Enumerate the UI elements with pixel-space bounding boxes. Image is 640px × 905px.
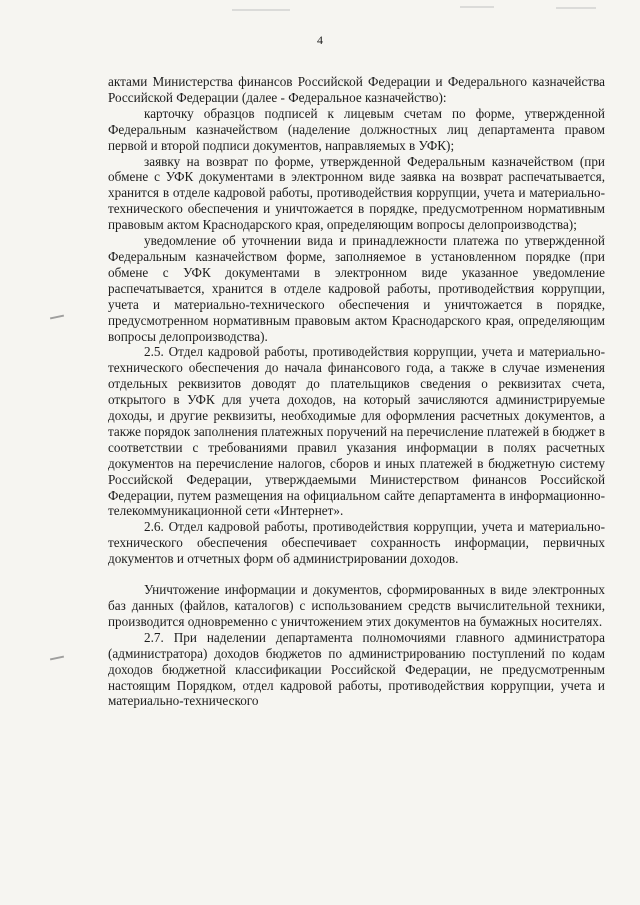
paragraph-destruction: Уничтожение информации и документов, сформированных в виде электронных баз данных (файлов, каталогов) с использованием средств вычислительной техники, производится одновременно с уничтожением этих документов на бумажных носителях. [108, 582, 605, 629]
paragraph-2-6: 2.6. Отдел кадровой работы, противодействия коррупции, учета и материально-технического обеспечения обеспечивает сохранность информации, первичных документов и отчетных форм об администрировании доходов. [108, 519, 605, 567]
document-body [108, 74, 605, 709]
scan-artifact [232, 9, 290, 11]
margin-mark [50, 315, 64, 320]
paragraph-signature-card: карточку образцов подписей к лицевым счетам по форме, утвержденной Федеральным казначейством (наделение должностных лиц департамента правом первой и второй подписи документов, направляемых в УФК); [108, 105, 605, 153]
margin-mark [50, 656, 64, 661]
scan-artifact [460, 6, 494, 8]
paragraph-intro: актами Министерства финансов Российской Федерации и Федерального казначейства Российской Федерации (далее - Федеральное казначейство): [108, 74, 605, 105]
scan-artifact [556, 7, 596, 9]
paragraph-2-5: 2.5. Отдел кадровой работы, противодействия коррупции, учета и материально-технического обеспечения до начала финансового года, а также в случае изменения отдельных реквизитов доводят до плательщиков сведения о реквизитах счета, открытого в УФК для учета доходов, на который зачисляются администрируемые доходы, и другие реквизиты, необходимые для оформления расчетных документов, а также порядок заполнения платежных поручений на перечисление платежей в бюджет в соответствии с требованиями правил указания информации в полях расчетных документов на перечисление налогов, сборов и иных платежей в бюджетную систему Российской Федерации, утверждаемыми Министерством финансов Российской Федерации, путем размещения на официальном сайте департамента в информационно-телекоммуникационной сети «Интернет». [108, 344, 605, 519]
paragraph-refund-request: заявку на возврат по форме, утвержденной Федеральным казначейством (при обмене с УФК документами в электронном виде заявка на возврат распечатывается, хранится в отделе кадровой работы, противодействия коррупции, учета и материально-технического обеспечения и уничтожается в порядке, предусмотренном нормативным правовым актом Краснодарского края, определяющим вопросы делопроизводства); [108, 153, 605, 233]
paragraph-payment-notice: уведомление об уточнении вида и принадлежности платежа по утвержденной Федеральным казначейством форме, заполняемое в установленном порядке (при обмене с УФК документами в электронном виде указанное уведомление распечатывается, хранится в отделе кадровой работы, противодействия коррупции, учета и материально-технического обеспечения и уничтожается в порядке, предусмотренном нормативным правовым актом Краснодарского края, определяющим вопросы делопроизводства). [108, 233, 605, 344]
paragraph-2-7: 2.7. При наделении департамента полномочиями главного администратора (администратора) доходов бюджетов по администрированию поступлений по кодам доходов бюджетной классификации Российской Федерации, не предусмотренным настоящим Порядком, отдел кадровой работы, противодействия коррупции, учета и материально-технического [108, 629, 605, 709]
page-number: 4 [317, 33, 323, 47]
